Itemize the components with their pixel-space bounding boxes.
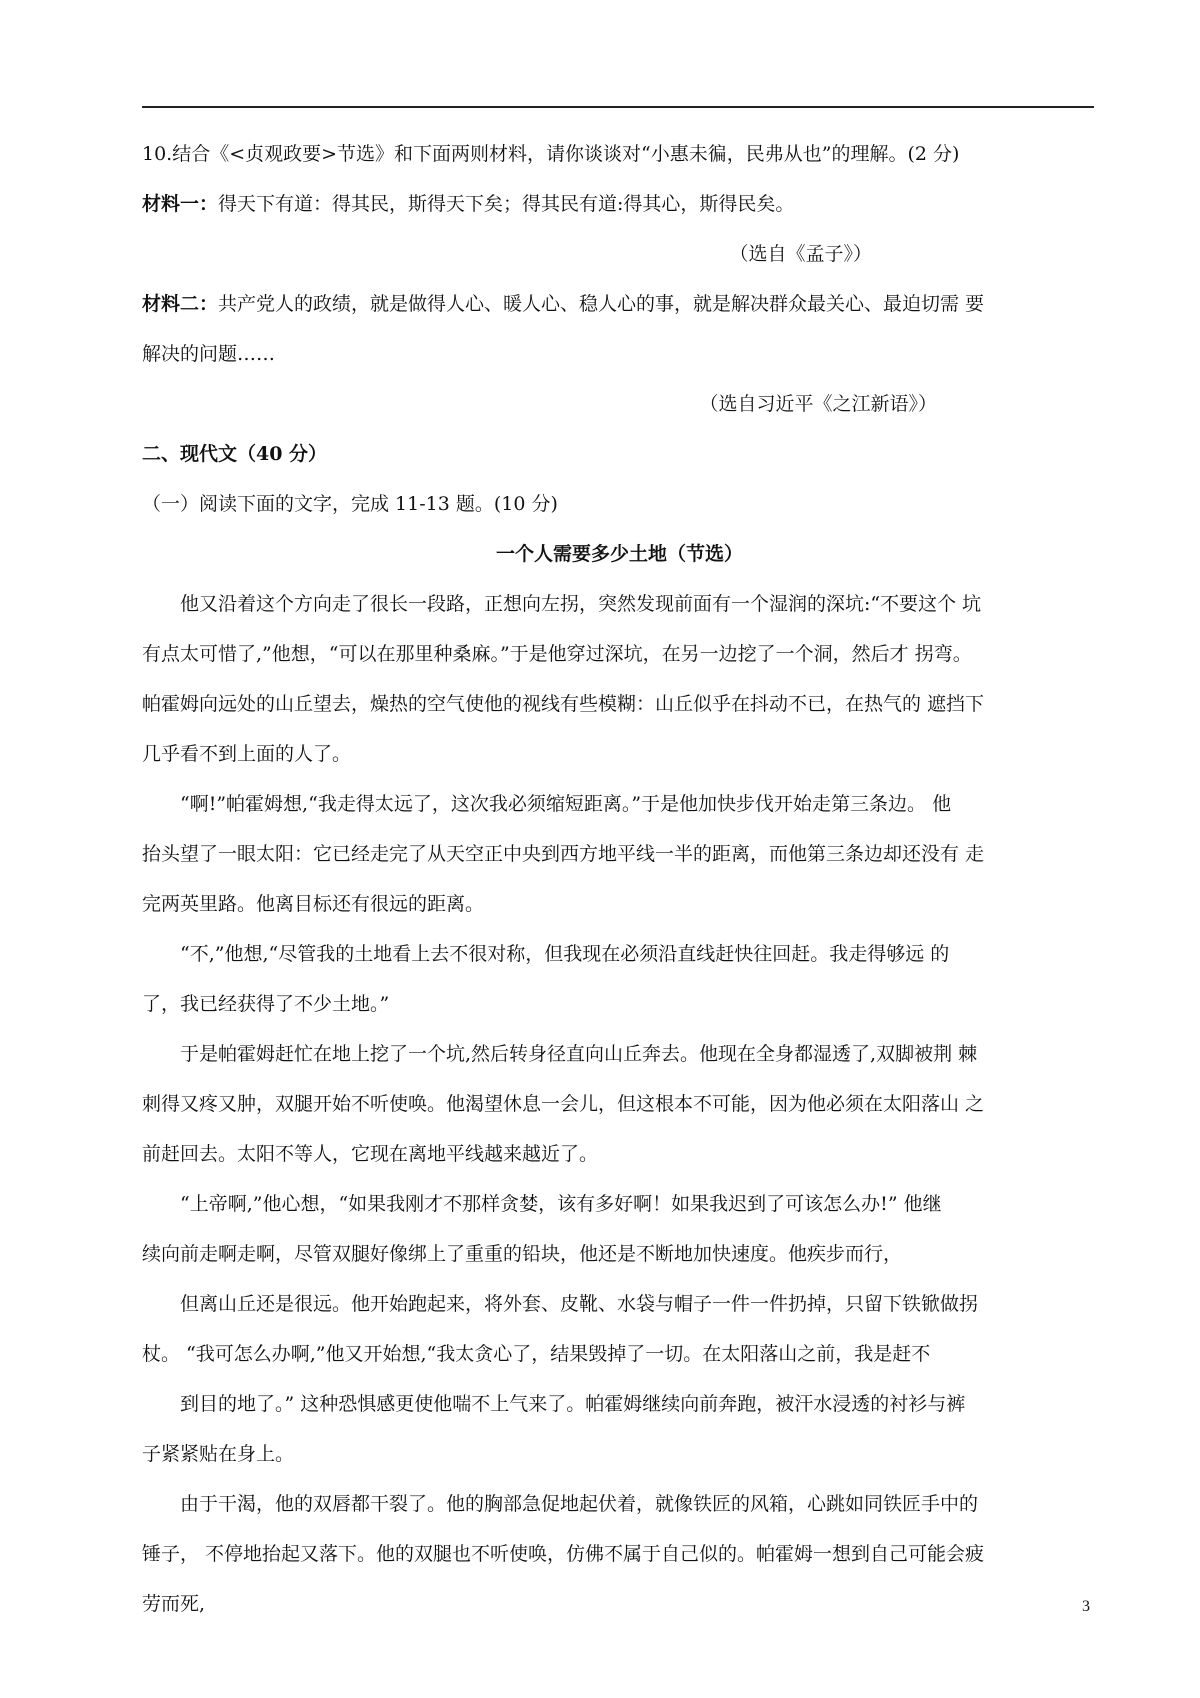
- material-2-text-line1: 共产党人的政绩，就是做得人心、暖人心、稳人心的事，就是解决群众最关心、最迫切需 要: [218, 293, 985, 315]
- paragraph-line: 完两英里路。他离目标还有很远的距离。: [142, 893, 485, 915]
- article-body: [142, 590, 1097, 1618]
- paragraph-line: 抬头望了一眼太阳：它已经走完了从天空正中央到西方地平线一半的距离，而他第三条边却还没有 走: [142, 843, 985, 865]
- paragraph-line: 劳而死,: [142, 1593, 206, 1615]
- page-number: 3: [1082, 1598, 1090, 1615]
- subsection-1-instruction: （一）阅读下面的文字，完成 11-13 题。(10 分): [142, 493, 558, 515]
- material-2-text-line2: 解决的问题……: [142, 343, 276, 365]
- header-rule: [142, 106, 1094, 108]
- material-2-source: （选自习近平《之江新语》）: [699, 393, 937, 415]
- paragraph-line: 了，我已经获得了不少土地。”: [142, 993, 390, 1015]
- paragraph-line: 但离山丘还是很远。他开始跑起来，将外套、皮靴、水袋与帽子一件一件扔掉，只留下铁锨做拐: [180, 1293, 979, 1315]
- material-1: [142, 190, 1097, 218]
- paragraph-line: 帕霍姆向远处的山丘望去，燥热的空气使他的视线有些模糊：山丘似乎在抖动不已，在热气的 遮挡下: [142, 693, 985, 715]
- paragraph-line: 刺得又疼又肿，双腿开始不听使唤。他渴望休息一会儿，但这根本不可能，因为他必须在太阳落山 之: [142, 1093, 985, 1115]
- paragraph-line: “不,”他想,“尽管我的土地看上去不很对称，但我现在必须沿直线赶快往回赶。我走得够远 的: [180, 943, 950, 965]
- material-1-label: 材料一：: [142, 193, 219, 215]
- question-10: 10.结合《<贞观政要>节选》和下面两则材料，请你谈谈对“小惠未徧，民弗从也”的理解。(2 分): [142, 143, 960, 165]
- paragraph-line: 杖。 “我可怎么办啊,”他又开始想,“我太贪心了，结果毁掉了一切。在太阳落山之前，我是赶不: [142, 1343, 931, 1365]
- paragraph-line: 到目的地了。” 这种恐惧感更使他喘不上气来了。帕霍姆继续向前奔跑，被汗水浸透的衬衫与裤: [180, 1393, 966, 1415]
- paragraph-line: 续向前走啊走啊，尽管双腿好像绑上了重重的铅块，他还是不断地加快速度。他疾步而行，: [142, 1243, 903, 1265]
- article-title: 一个人需要多少土地（节选）: [495, 543, 743, 565]
- paragraph-line: 前赶回去。太阳不等人，它现在离地平线越来越近了。: [142, 1143, 599, 1165]
- material-2: [142, 290, 1097, 318]
- material-2-label: 材料二：: [142, 293, 219, 315]
- paragraph-line: 他又沿着这个方向走了很长一段路，正想向左拐，突然发现前面有一个湿润的深坑:“不要这个 坑: [180, 593, 982, 615]
- page-content: [142, 140, 1097, 1640]
- paragraph-line: “上帝啊,”他心想，“如果我刚才不那样贪婪，该有多好啊！如果我迟到了可该怎么办!” 他继: [180, 1193, 942, 1215]
- material-1-source: （选自《孟子》）: [729, 243, 872, 265]
- paragraph-line: 锤子， 不停地抬起又落下。他的双腿也不听使唤，仿佛不属于自己似的。帕霍姆一想到自己可能会疲: [142, 1543, 985, 1565]
- paragraph-line: 由于干渴，他的双唇都干裂了。他的胸部急促地起伏着，就像铁匠的风箱，心跳如同铁匠手中的: [180, 1493, 979, 1515]
- section-2-title: 二、现代文（40 分）: [142, 443, 328, 465]
- material-1-text: 得天下有道：得其民，斯得天下矣；得其民有道:得其心，斯得民矣。: [218, 193, 795, 215]
- paragraph-line: 于是帕霍姆赶忙在地上挖了一个坑,然后转身径直向山丘奔去。他现在全身都湿透了,双脚被荆 棘: [180, 1043, 978, 1065]
- paragraph-line: 有点太可惜了,”他想，“可以在那里种桑麻。”于是他穿过深坑，在另一边挖了一个洞，然后才 拐弯。: [142, 643, 972, 665]
- paragraph-line: “啊!”帕霍姆想,“我走得太远了，这次我必须缩短距离。”于是他加快步伐开始走第三条边。 他: [180, 793, 952, 815]
- paragraph-line: 几乎看不到上面的人了。: [142, 743, 352, 765]
- paragraph-line: 子紧紧贴在身上。: [142, 1443, 295, 1465]
